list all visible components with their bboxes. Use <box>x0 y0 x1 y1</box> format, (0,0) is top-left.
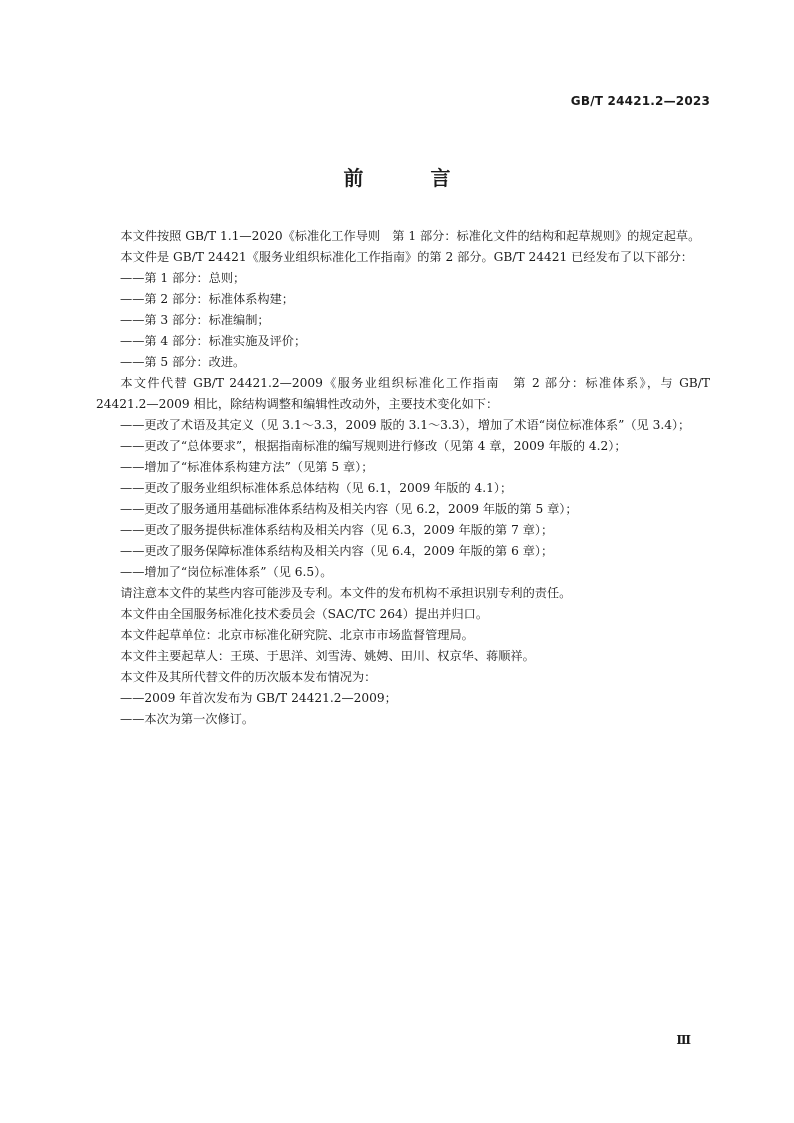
list-item-part-4: ——第 4 部分：标准实施及评价； <box>120 334 307 348</box>
paragraph-proposer: 本文件由全国服务标准化技术委员会（SAC/TC 264）提出并归口。 <box>120 607 489 621</box>
paragraph-drafting-units: 本文件起草单位：北京市标准化研究院、北京市市场监督管理局。 <box>120 628 474 642</box>
foreword-body <box>96 226 710 730</box>
list-item-change: ——更改了服务通用基础标准体系结构及相关内容（见 6.2，2009 年版的第 5 章）； <box>120 502 578 516</box>
list-item-change: ——更改了“总体要求”，根据指南标准的编写规则进行修改（见第 4 章，2009 年版的 4.2）； <box>120 439 627 453</box>
paragraph-drafting-rules: 本文件按照 GB/T 1.1—2020《标准化工作导则 第 1 部分：标准化文件的结构和起草规则》的规定起草。 <box>120 229 701 243</box>
list-item-history: ——2009 年首次发布为 GB/T 24421.2—2009； <box>120 691 397 705</box>
list-item-change: ——更改了术语及其定义（见 3.1～3.3，2009 版的 3.1～3.3），增加了术语“岗位标准体系”（见 3.4）； <box>120 418 691 432</box>
list-item-part-1: ——第 1 部分：总则； <box>120 271 246 285</box>
paragraph-series-intro: 本文件是 GB/T 24421《服务业组织标准化工作指南》的第 2 部分。GB/T 24421 已经发布了以下部分： <box>120 250 693 264</box>
list-item-part-2: ——第 2 部分：标准体系构建； <box>120 292 294 306</box>
list-item-part-3: ——第 3 部分：标准编制； <box>120 313 270 327</box>
standard-code-header: GB/T 24421.2—2023 <box>570 94 710 108</box>
paragraph-replacement: 本文件代替 GB/T 24421.2—2009《服务业组织标准化工作指南 第 2 部分：标准体系》，与 GB/T 24421.2—2009 相比，除结构调整和编辑性改动外，主要技术变化如下： <box>96 376 710 411</box>
paragraph-version-history: 本文件及其所代替文件的历次版本发布情况为： <box>120 670 377 684</box>
list-item-change: ——增加了“岗位标准体系”（见 6.5）。 <box>120 565 333 579</box>
list-item-history: ——本次为第一次修订。 <box>120 712 255 726</box>
page-number: Ⅲ <box>676 1033 691 1047</box>
paragraph-drafters: 本文件主要起草人：王瑛、于思洋、刘雪涛、姚娉、田川、权京华、蒋顺祥。 <box>120 649 535 663</box>
list-item-change: ——更改了服务保障标准体系结构及相关内容（见 6.4，2009 年版的第 6 章）； <box>120 544 554 558</box>
list-item-change: ——更改了服务提供标准体系结构及相关内容（见 6.3，2009 年版的第 7 章）； <box>120 523 554 537</box>
page-title: 前 言 <box>343 166 481 190</box>
list-item-part-5: ——第 5 部分：改进。 <box>120 355 246 369</box>
paragraph-patent-notice: 请注意本文件的某些内容可能涉及专利。本文件的发布机构不承担识别专利的责任。 <box>120 586 572 600</box>
list-item-change: ——更改了服务业组织标准体系总体结构（见 6.1，2009 年版的 4.1）； <box>120 481 513 495</box>
list-item-change: ——增加了“标准体系构建方法”（见第 5 章）； <box>120 460 374 474</box>
